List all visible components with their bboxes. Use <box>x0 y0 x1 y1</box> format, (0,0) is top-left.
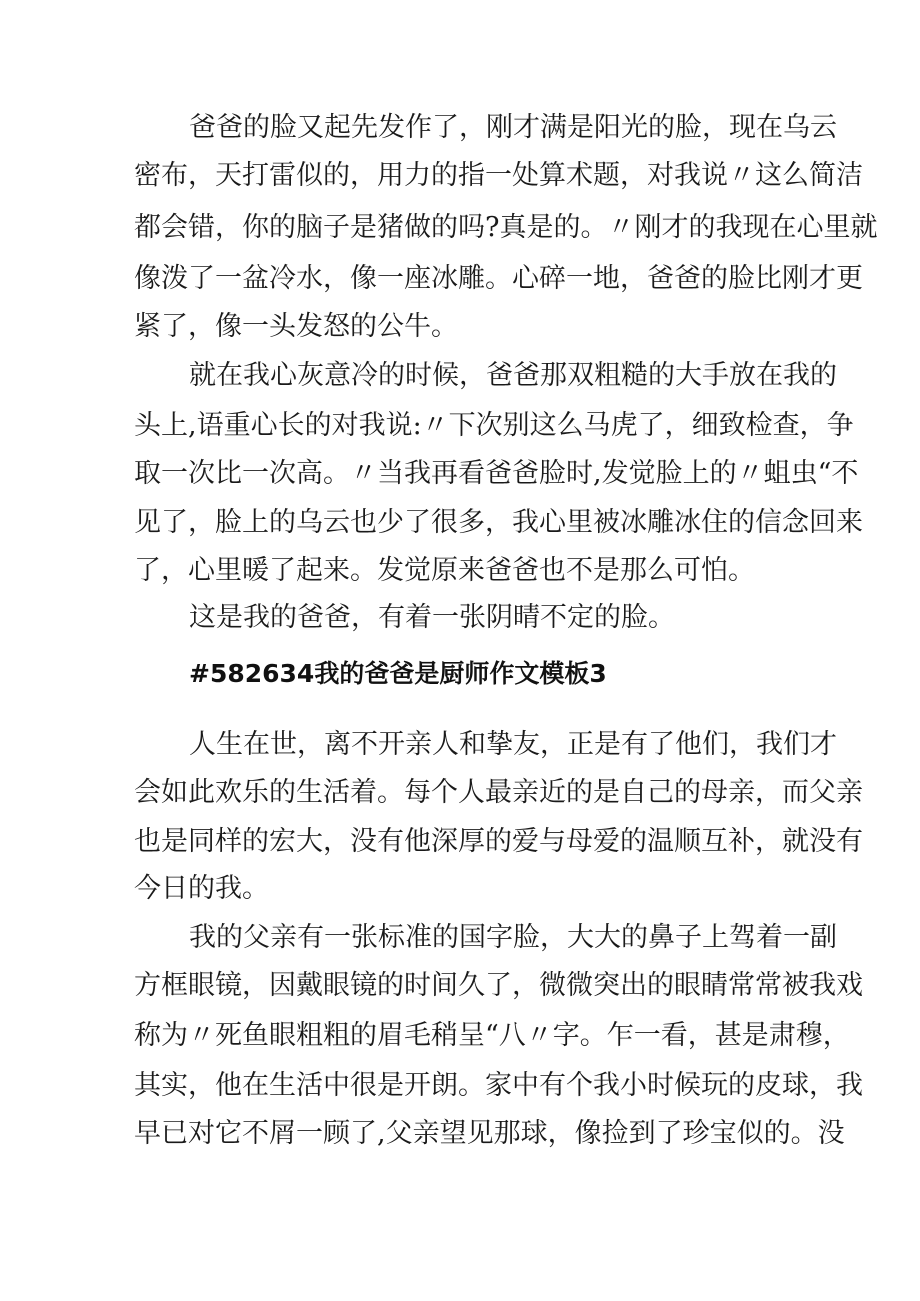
paragraph-line: 密布，天打雷似的，用力的指一处算术题，对我说〃这么简洁 <box>134 160 863 191</box>
paragraph-line: 称为〃死鱼眼粗粗的眉毛稍呈“八〃字。乍一看，甚是肃穆， <box>134 1020 850 1051</box>
paragraph-line: 会如此欢乐的生活着。每个人最亲近的是自己的母亲，而父亲 <box>134 777 863 808</box>
paragraph-line: 头上,语重心长的对我说:〃下次别这么马虎了，细致检查，争 <box>134 410 854 441</box>
paragraph-line: 早已对它不屑一顾了,父亲望见那球，像捡到了珍宝似的。没 <box>134 1118 845 1149</box>
paragraph-line: 爸爸的脸又起先发作了，刚才满是阳光的脸，现在乌云 <box>189 112 837 143</box>
paragraph-line: 方框眼镜，因戴眼镜的时间久了，微微突出的眼睛常常被我戏 <box>134 970 863 1001</box>
paragraph-line: 取一次比一次高。〃当我再看爸爸脸时,发觉脸上的〃蛆虫“不 <box>134 458 859 489</box>
paragraph-line: 这是我的爸爸，有着一张阴晴不定的脸。 <box>189 602 675 633</box>
paragraph-line: 人生在世，离不开亲人和挚友，正是有了他们，我们才 <box>189 729 837 760</box>
paragraph-line: 都会错，你的脑子是猪做的吗?真是的。〃刚才的我现在心里就 <box>134 212 878 243</box>
paragraph-line: 见了，脸上的乌云也少了很多，我心里被冰雕冰住的信念回来 <box>134 507 863 538</box>
paragraph-line: 紧了，像一头发怒的公牛。 <box>134 311 458 342</box>
paragraph-line: 了，心里暖了起来。发觉原来爸爸也不是那么可怕。 <box>134 555 755 586</box>
paragraph-line: 也是同样的宏大，没有他深厚的爱与母爱的温顺互补，就没有 <box>134 826 863 857</box>
paragraph-line: 像泼了一盆冷水，像一座冰雕。心碎一地，爸爸的脸比刚才更 <box>134 263 863 294</box>
paragraph-line: 今日的我。 <box>134 873 269 904</box>
paragraph-line: 我的父亲有一张标准的国字脸，大大的鼻子上驾着一副 <box>189 922 837 953</box>
paragraph-line: 其实，他在生活中很是开朗。家中有个我小时候玩的皮球，我 <box>134 1070 863 1101</box>
paragraph-line: 就在我心灰意冷的时候，爸爸那双粗糙的大手放在我的 <box>189 360 837 391</box>
section-heading: #582634我的爸爸是厨师作文模板3 <box>189 659 607 688</box>
